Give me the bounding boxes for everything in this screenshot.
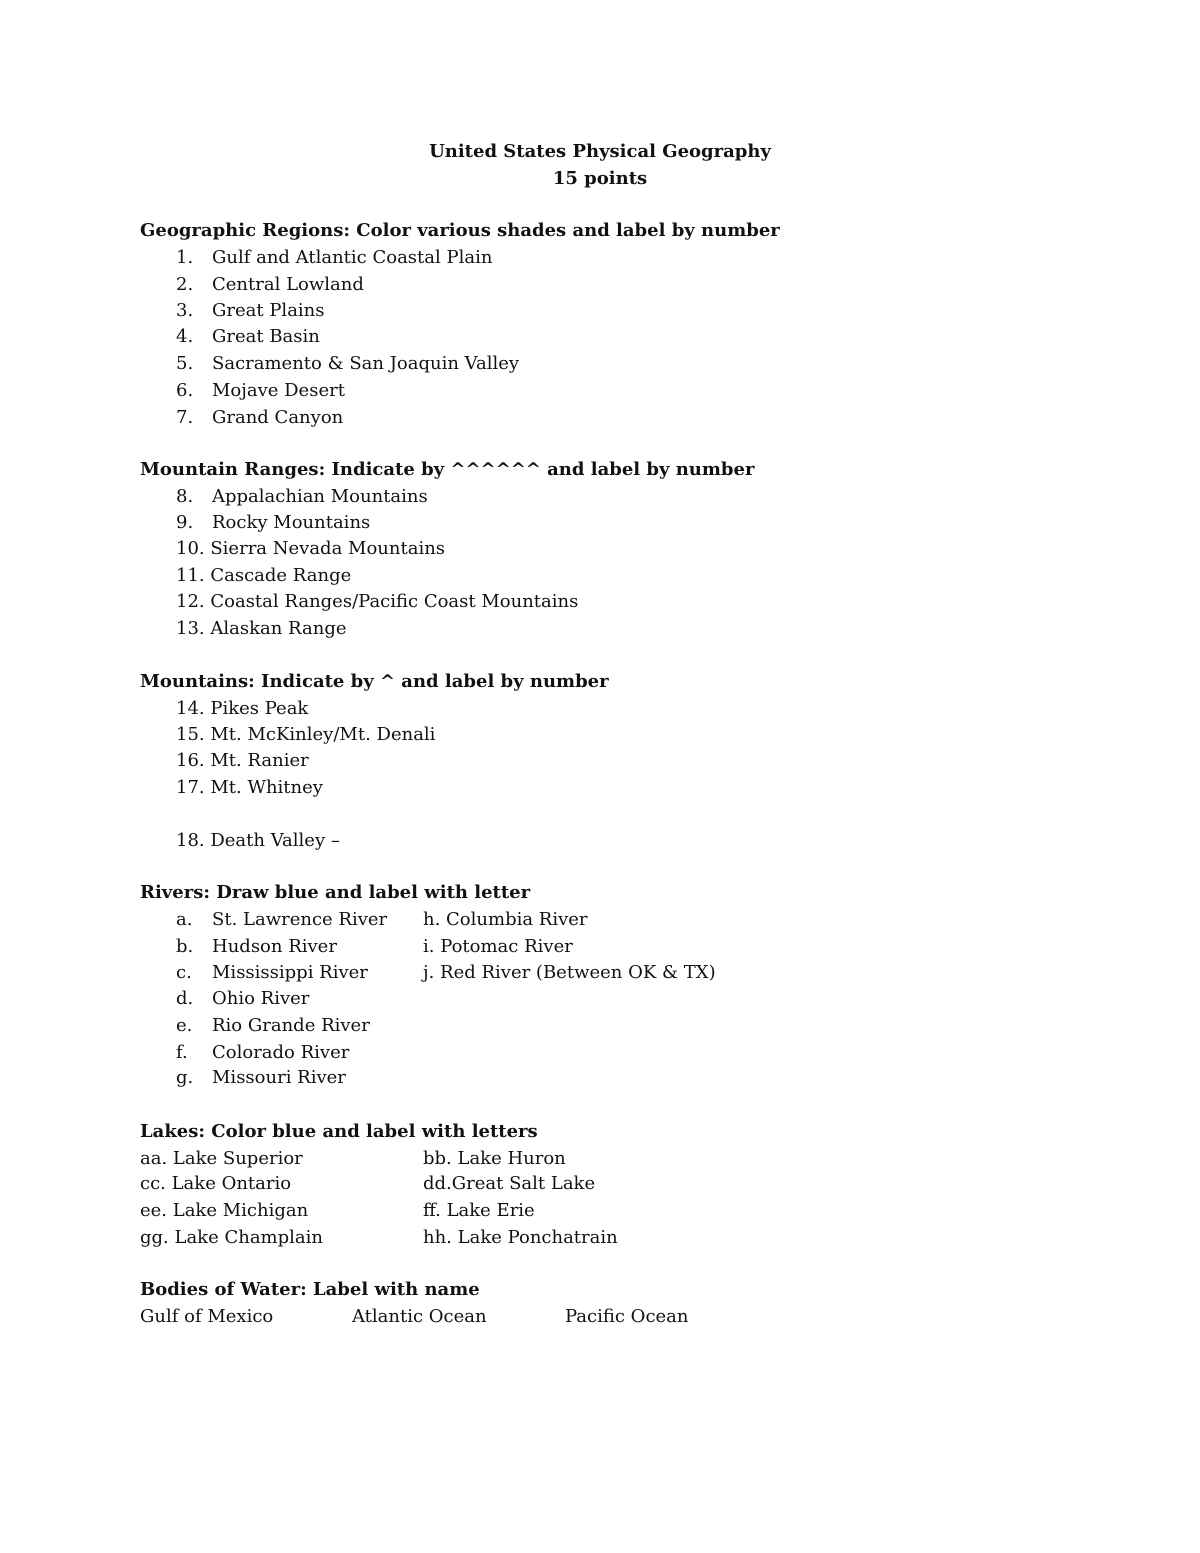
item-text: Sacramento & San Joaquin Valley <box>212 353 520 374</box>
item-letter: b. <box>176 936 194 957</box>
item-letter: d. <box>176 988 194 1009</box>
item-text: Great Plains <box>212 300 325 321</box>
regions-heading: Geographic Regions: Color various shades and label by number <box>140 220 780 241</box>
item-number: 3. <box>176 300 194 321</box>
item-letter: a. <box>176 909 193 930</box>
item-text: Appalachian Mountains <box>212 486 428 507</box>
item-number: 7. <box>176 407 194 428</box>
list-item: 12. Coastal Ranges/Pacific Coast Mountains <box>176 591 579 612</box>
list-item: 11. Cascade Range <box>176 565 352 586</box>
list-item: hh. Lake Ponchatrain <box>423 1227 618 1248</box>
rivers-heading: Rivers: Draw blue and label with letter <box>140 882 531 903</box>
list-item: ee. Lake Michigan <box>140 1200 309 1221</box>
list-item: aa. Lake Superior <box>140 1148 303 1169</box>
item-text: Mojave Desert <box>212 380 345 401</box>
item-text: Ohio River <box>212 988 310 1009</box>
list-item: 17. Mt. Whitney <box>176 777 323 798</box>
item-number: 1. <box>176 247 194 268</box>
item-letter: e. <box>176 1015 193 1036</box>
item-text: Mississippi River <box>212 962 368 983</box>
item-text: Rio Grande River <box>212 1015 370 1036</box>
list-item: j. Red River (Between OK & TX) <box>423 962 716 983</box>
item-letter: f. <box>176 1042 188 1063</box>
item-text: Grand Canyon <box>212 407 344 428</box>
list-item: ff. Lake Erie <box>423 1200 535 1221</box>
list-item: 15. Mt. McKinley/Mt. Denali <box>176 724 436 745</box>
list-item: 16. Mt. Ranier <box>176 750 309 771</box>
item-text: Hudson River <box>212 936 337 957</box>
item-letter: c. <box>176 962 192 983</box>
list-item: h. Columbia River <box>423 909 588 930</box>
list-item: cc. Lake Ontario <box>140 1173 292 1194</box>
list-item: 13. Alaskan Range <box>176 618 347 639</box>
item-text: Missouri River <box>212 1067 346 1088</box>
ranges-heading: Mountain Ranges: Indicate by ^^^^^^ and label by number <box>140 459 755 480</box>
water-heading: Bodies of Water: Label with name <box>140 1279 480 1300</box>
list-item: i. Potomac River <box>423 936 573 957</box>
mountains-heading: Mountains: Indicate by ^ and label by number <box>140 671 609 692</box>
list-item: 14. Pikes Peak <box>176 698 309 719</box>
item-letter: g. <box>176 1067 194 1088</box>
item-text: St. Lawrence River <box>212 909 388 930</box>
item-number: 6. <box>176 380 194 401</box>
list-item: gg. Lake Champlain <box>140 1227 323 1248</box>
item-text: Rocky Mountains <box>212 512 371 533</box>
list-item: bb. Lake Huron <box>423 1148 566 1169</box>
lakes-heading: Lakes: Color blue and label with letters <box>140 1121 538 1142</box>
list-item: Atlantic Ocean <box>352 1306 487 1327</box>
item-text: Colorado River <box>212 1042 350 1063</box>
item-number: 5. <box>176 353 194 374</box>
list-item: 18. Death Valley – <box>176 830 340 851</box>
item-number: 2. <box>176 274 194 295</box>
list-item: 10. Sierra Nevada Mountains <box>176 538 446 559</box>
item-text: Great Basin <box>212 326 320 347</box>
list-item: Pacific Ocean <box>565 1306 689 1327</box>
points-label: 15 points <box>552 168 648 189</box>
list-item: Gulf of Mexico <box>140 1306 274 1327</box>
item-number: 8. <box>176 486 194 507</box>
item-number: 4. <box>176 326 194 347</box>
item-text: Gulf and Atlantic Coastal Plain <box>212 247 493 268</box>
list-item: dd.Great Salt Lake <box>423 1173 596 1194</box>
item-number: 9. <box>176 512 194 533</box>
item-text: Central Lowland <box>212 274 364 295</box>
page-title: United States Physical Geography <box>429 141 771 162</box>
